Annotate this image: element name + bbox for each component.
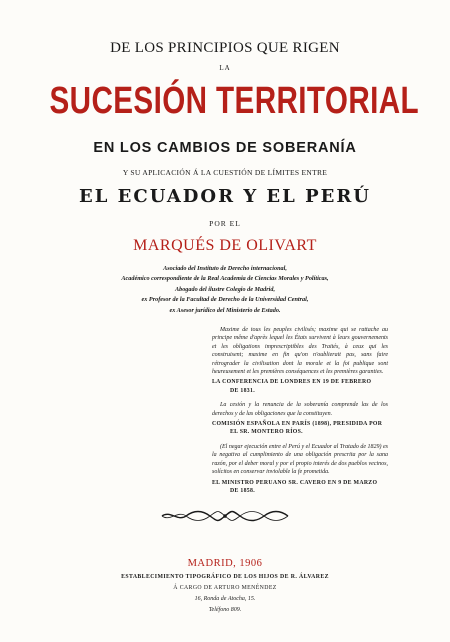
imprint-city-year: MADRID, 1906: [187, 558, 263, 569]
main-title: SUCESIÓN TERRITORIAL: [49, 80, 420, 122]
epigraph-source-sub: DE 1858.: [230, 487, 255, 494]
author-name: MARQUÉS DE OLIVART: [133, 237, 317, 254]
title-line-1: DE LOS PRINCIPIOS QUE RIGEN: [110, 40, 340, 56]
epigraph-source-line: COMISIÓN ESPAÑOLA EN PARÍS (1898), PRESIDIDA POR: [212, 421, 383, 428]
epigraph-text: La cesión y la renuncia de la soberanía comprende las de los derechos y de las obligaciones que la constituyen.: [212, 402, 388, 417]
title-line-7: POR EL: [209, 219, 241, 228]
affiliation-line: ex Asesor jurídico del Ministerio de Estado.: [169, 306, 281, 314]
affiliation-line: ex Profesor de la Facultad de Derecho de la Universidad Central,: [141, 296, 309, 304]
author-affiliations: [0, 264, 450, 316]
epigraph-text: (El negar ejecución entre el Perú y el Ecuador al Tratado de 1829) es la negativa al cumplimiento de una obligación prescrita por la sana razón, por el deber moral y por el propio interés de dos pueblos vecinos, solícitos en conservar inviolable la fe prometida.: [212, 443, 388, 476]
imprint-printer: ESTABLECIMIENTO TIPOGRÁFICO DE LOS HIJOS DE R. ÁLVAREZ: [121, 574, 329, 580]
imprint-phone: Teléfono 809.: [208, 607, 242, 613]
affiliation-line: Académico correspondiente de la Real Academia de Ciencias Morales y Políticas,: [121, 275, 329, 283]
imprint-address: 16, Ronda de Atocha, 15.: [194, 596, 256, 602]
epigraph-source: [212, 420, 388, 437]
epigraph-source-line: LA CONFERENCIA DE LONDRES EN 19 DE FEBRERO: [212, 379, 372, 386]
title-line-4: EN LOS CAMBIOS DE SOBERANÍA: [93, 140, 357, 156]
affiliation-line: Abogado del ilustre Colegio de Madrid,: [174, 285, 276, 293]
epigraph-source-sub: DE 1831.: [230, 387, 255, 394]
epigraphs: [212, 326, 388, 501]
epigraph-source: [212, 378, 388, 395]
epigraph-source-sub: EL SR. MONTERO RÍOS.: [230, 429, 303, 436]
epigraph-text: Maxime de tous les peuples civilisés; maxime qui se rattache au principe même d'après lequel les États survivent à leurs gouvernements et les obligations imprescriptibles des Traités, à ceux qui les construisent; maxime en fin qu'on n'oublierait pas, sans faire rétrograder la civilisation dont la morale et la foi publique sont heureusement et les premières conséquences et les premières garanties.: [212, 327, 388, 376]
epigraph-source: [212, 479, 388, 496]
title-line-6: EL ECUADOR Y EL PERÚ: [79, 186, 371, 207]
imprint-manager: Á CARGO DE ARTURO MENÉNDEZ: [173, 585, 277, 591]
title-line-2: LA: [219, 64, 231, 72]
epigraph-source-line: EL MINISTRO PERUANO SR. CAVERO EN 9 DE MARZO: [212, 479, 378, 486]
ornamental-divider: [160, 509, 290, 523]
affiliation-line: Asociado del Instituto de Derecho internacional,: [163, 265, 287, 272]
title-line-5: Y SU APLICACIÓN Á LA CUESTIÓN DE LÍMITES ENTRE: [122, 168, 328, 177]
